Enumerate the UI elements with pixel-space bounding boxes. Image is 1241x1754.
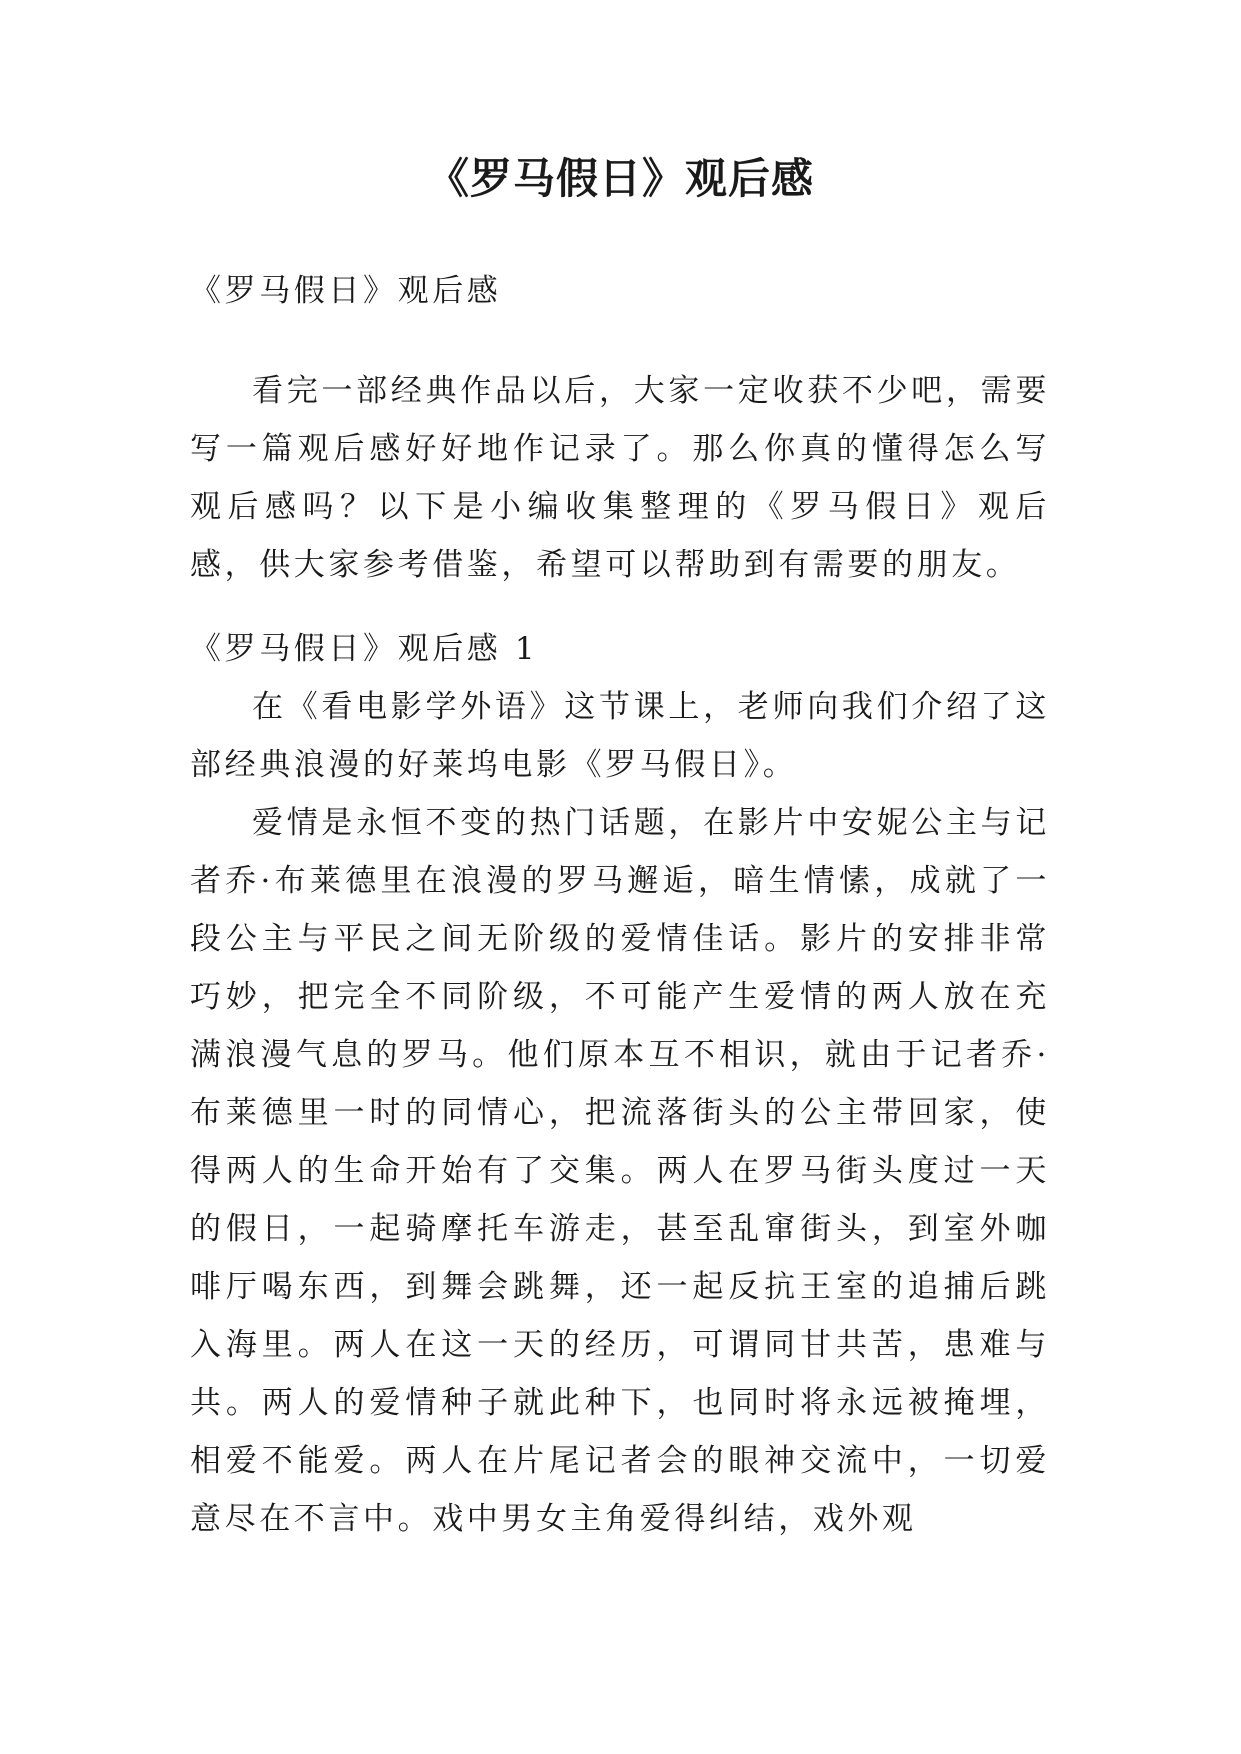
document-title: 《罗马假日》观后感 (426, 154, 814, 203)
section-1-heading: 《罗马假日》观后感 1 (190, 631, 539, 667)
intro-paragraph: 看完一部经典作品以后，大家一定收获不少吧，需要写一篇观后感好好地作记录了。那么你真的懂得怎么写观后感吗？以下是小编收集整理的《罗马假日》观后感，供大家参考借鉴，希望可以帮助到有需要的朋友。 (190, 373, 1050, 583)
intro-block (190, 362, 1050, 594)
section-1 (190, 620, 1050, 1548)
document-subtitle: 《罗马假日》观后感 (190, 273, 502, 309)
section-1-paragraph-1: 在《看电影学外语》这节课上，老师向我们介绍了这部经典浪漫的好莱坞电影《罗马假日》。 (190, 689, 1050, 783)
section-1-paragraph-2: 爱情是永恒不变的热门话题，在影片中安妮公主与记者乔·布莱德里在浪漫的罗马邂逅，暗生情愫，成就了一段公主与平民之间无阶级的爱情佳话。影片的安排非常巧妙，把完全不同阶级，不可能产生爱情的两人放在充满浪漫气息的罗马。他们原本互不相识，就由于记者乔·布莱德里一时的同情心，把流落街头的公主带回家，使得两人的生命开始有了交集。两人在罗马街头度过一天的假日，一起骑摩托车游走，甚至乱窜街头，到室外咖啡厅喝东西，到舞会跳舞，还一起反抗王室的追捕后跳入海里。两人在这一天的经历，可谓同甘共苦，患难与共。两人的爱情种子就此种下，也同时将永远被掩埋，相爱不能爱。两人在片尾记者会的眼神交流中，一切爱意尽在不言中。戏中男女主角爱得纠结，戏外观 (190, 805, 1050, 1537)
subtitle-block (190, 262, 1050, 320)
